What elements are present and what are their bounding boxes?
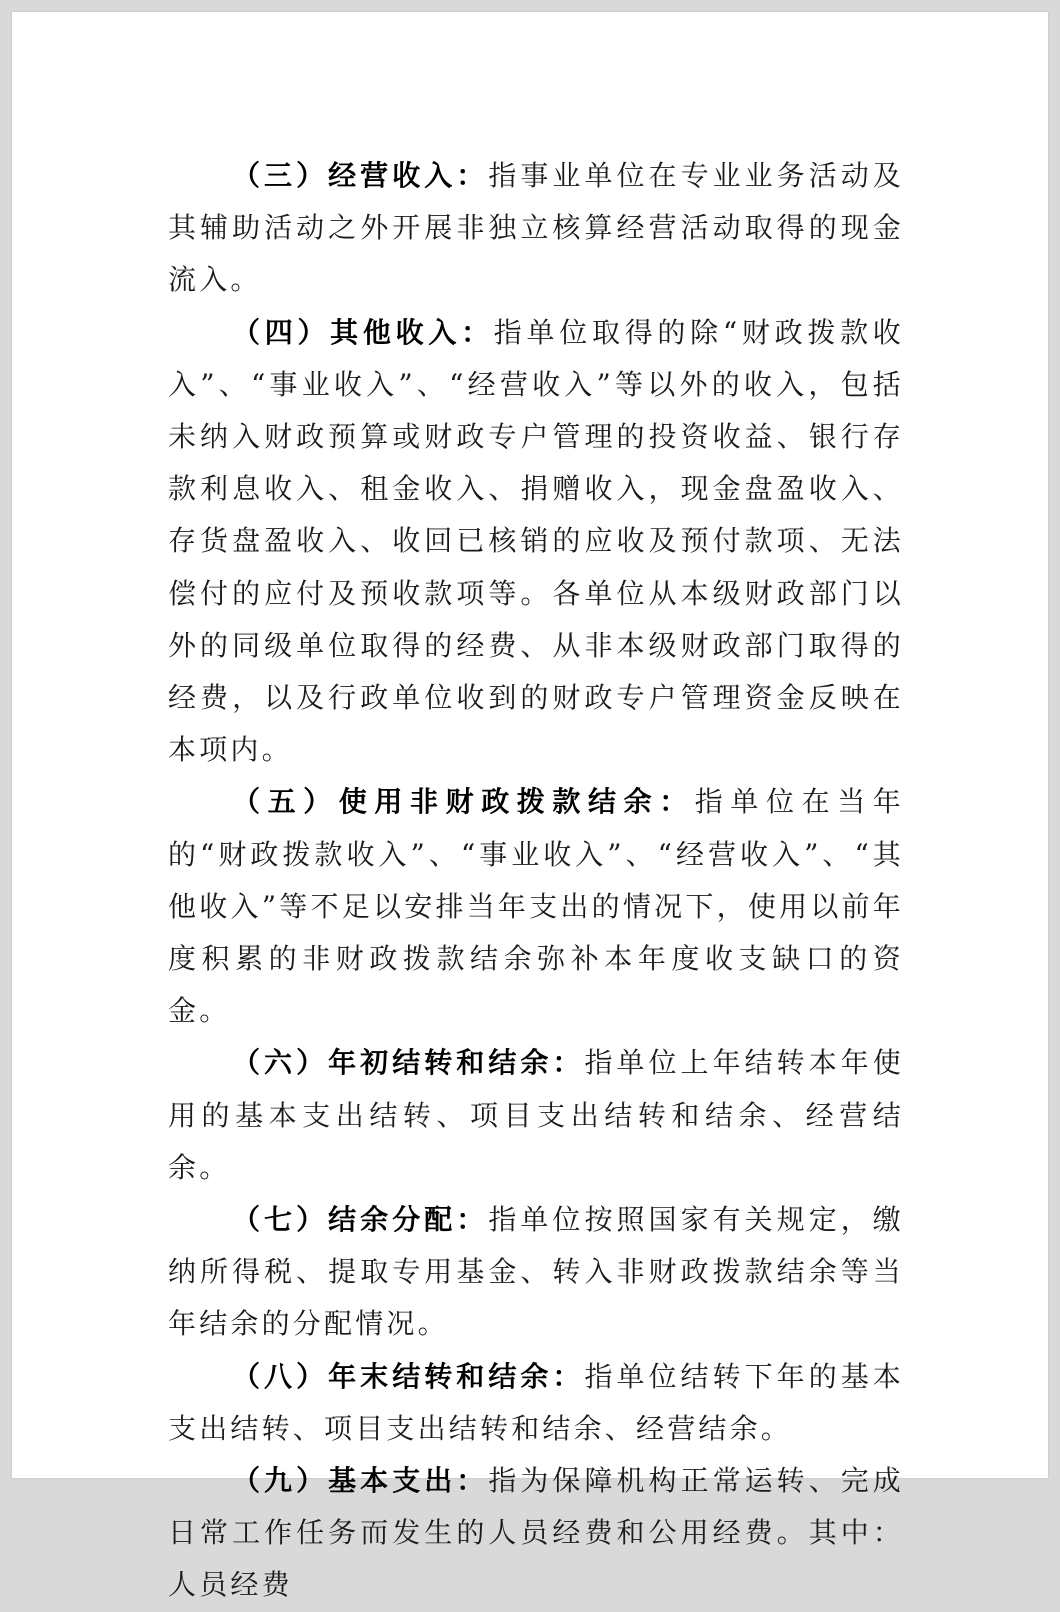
paragraph-text: 指为保障机构正常运转、完成日常工作任务而发生的人员经费和公用经费。其中：人员经费 bbox=[168, 1464, 904, 1602]
paragraph-text: 指单位按照国家有关规定，缴纳所得税、提取专用基金、转入非财政拨款结余等当年结余的分配情况。 bbox=[168, 1203, 904, 1341]
term-heading: （八）年末结转和结余： bbox=[232, 1359, 585, 1393]
paragraph-text: 指单位取得的除“财政拨款收入”、“事业收入”、“经营收入”等以外的收入，包括未纳入财政预算或财政专户管理的投资收益、银行存款利息收入、租金收入、捐赠收入，现金盘盈收入、存货盘盈收入、收回已核销的应收及预付款项、无法偿付的应付及预收款项等。各单位从本级财政部门以外的同级单位取得的经费、从非本级财政部门取得的经费，以及行政单位收到的财政专户管理资金反映在本项内。 bbox=[168, 315, 904, 767]
paragraph-text: 指单位上年结转本年使用的基本支出结转、项目支出结转和结余、经营结余。 bbox=[168, 1046, 904, 1184]
paragraph-text: 指单位结转下年的基本支出结转、项目支出结转和结余、经营结余。 bbox=[168, 1359, 904, 1445]
paragraph-basic-expenditure bbox=[168, 1455, 904, 1612]
paragraph-operating-income bbox=[168, 150, 904, 307]
paragraph-text: 指事业单位在专业业务活动及其辅助活动之外开展非独立核算经营活动取得的现金流入。 bbox=[168, 159, 904, 297]
paragraph-surplus-distribution bbox=[168, 1194, 904, 1351]
term-heading: （九）基本支出： bbox=[232, 1464, 489, 1498]
term-heading: （三）经营收入： bbox=[232, 159, 489, 192]
paragraph-text: 指单位在当年的“财政拨款收入”、“事业收入”、“经营收入”、“其他收入”等不足以安排当年支出的情况下，使用以前年度积累的非财政拨款结余弥补本年度收支缺口的资金。 bbox=[168, 785, 904, 1028]
paragraph-non-fiscal-balance bbox=[168, 776, 904, 1037]
paragraph-opening-balance bbox=[168, 1037, 904, 1194]
term-heading: （五）使用非财政拨款结余： bbox=[232, 785, 695, 819]
paragraph-other-income bbox=[168, 307, 904, 777]
document-page bbox=[12, 12, 1048, 1602]
paragraph-closing-balance bbox=[168, 1351, 904, 1455]
document-body bbox=[168, 150, 904, 1612]
term-heading: （七）结余分配： bbox=[232, 1203, 489, 1237]
term-heading: （六）年初结转和结余： bbox=[232, 1046, 585, 1080]
term-heading: （四）其他收入： bbox=[232, 315, 494, 349]
